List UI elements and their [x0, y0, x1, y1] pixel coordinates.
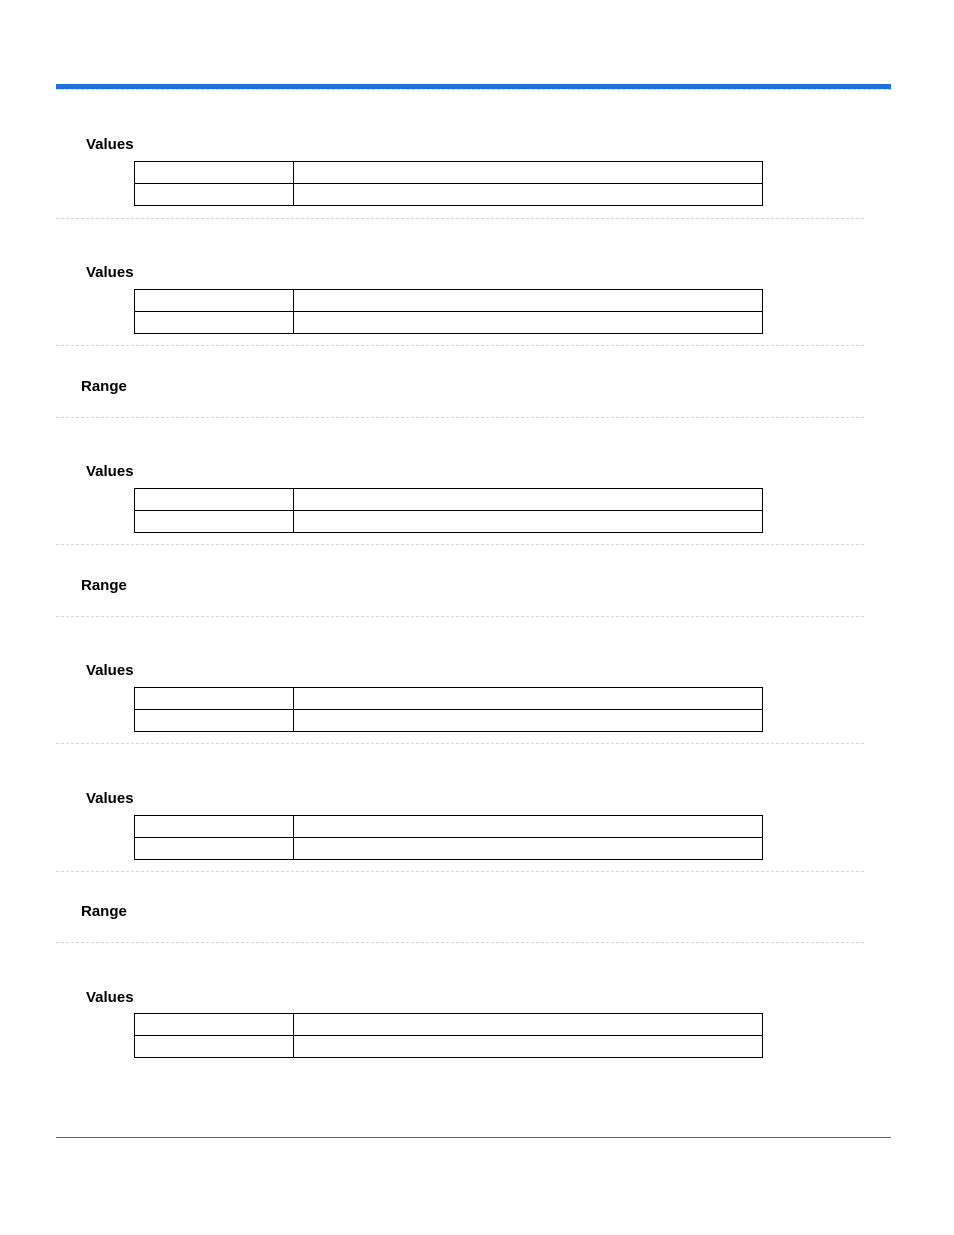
section-separator — [56, 544, 864, 545]
table-cell — [294, 511, 763, 533]
table-row — [135, 688, 763, 710]
table-row — [135, 1036, 763, 1058]
table-cell — [294, 290, 763, 312]
values-table — [134, 815, 763, 860]
table-cell — [294, 688, 763, 710]
table-row — [135, 290, 763, 312]
section-label-range: Range — [81, 903, 127, 920]
values-table — [134, 687, 763, 732]
footer-rule — [56, 1137, 891, 1138]
section-label-values: Values — [86, 264, 134, 281]
section-separator — [56, 616, 864, 617]
table-cell — [135, 162, 294, 184]
section-label-values: Values — [86, 136, 134, 153]
section-label-values: Values — [86, 790, 134, 807]
table-cell — [135, 1014, 294, 1036]
section-label-values: Values — [86, 662, 134, 679]
values-table — [134, 289, 763, 334]
table-cell — [135, 290, 294, 312]
table-cell — [294, 312, 763, 334]
section-separator — [56, 942, 864, 943]
table-cell — [294, 184, 763, 206]
table-cell — [135, 838, 294, 860]
section-separator — [56, 743, 864, 744]
table-cell — [294, 1036, 763, 1058]
table-cell — [294, 489, 763, 511]
table-cell — [294, 1014, 763, 1036]
table-row — [135, 184, 763, 206]
table-cell — [135, 1036, 294, 1058]
table-cell — [135, 184, 294, 206]
table-cell — [294, 838, 763, 860]
table-cell — [135, 688, 294, 710]
section-label-range: Range — [81, 577, 127, 594]
section-label-range: Range — [81, 378, 127, 395]
section-label-values: Values — [86, 989, 134, 1006]
table-cell — [294, 710, 763, 732]
table-cell — [135, 710, 294, 732]
table-cell — [294, 816, 763, 838]
table-row — [135, 312, 763, 334]
table-cell — [135, 489, 294, 511]
table-cell — [135, 816, 294, 838]
section-separator — [56, 871, 864, 872]
table-cell — [294, 162, 763, 184]
section-separator — [56, 417, 864, 418]
table-cell — [135, 312, 294, 334]
table-row — [135, 710, 763, 732]
table-row — [135, 1014, 763, 1036]
section-separator — [56, 218, 864, 219]
table-cell — [135, 511, 294, 533]
table-row — [135, 162, 763, 184]
values-table — [134, 161, 763, 206]
table-row — [135, 816, 763, 838]
table-row — [135, 838, 763, 860]
values-table — [134, 488, 763, 533]
table-row — [135, 511, 763, 533]
section-separator — [56, 345, 864, 346]
section-label-values: Values — [86, 463, 134, 480]
header-rule-dashes — [56, 89, 891, 90]
table-row — [135, 489, 763, 511]
values-table — [134, 1013, 763, 1058]
